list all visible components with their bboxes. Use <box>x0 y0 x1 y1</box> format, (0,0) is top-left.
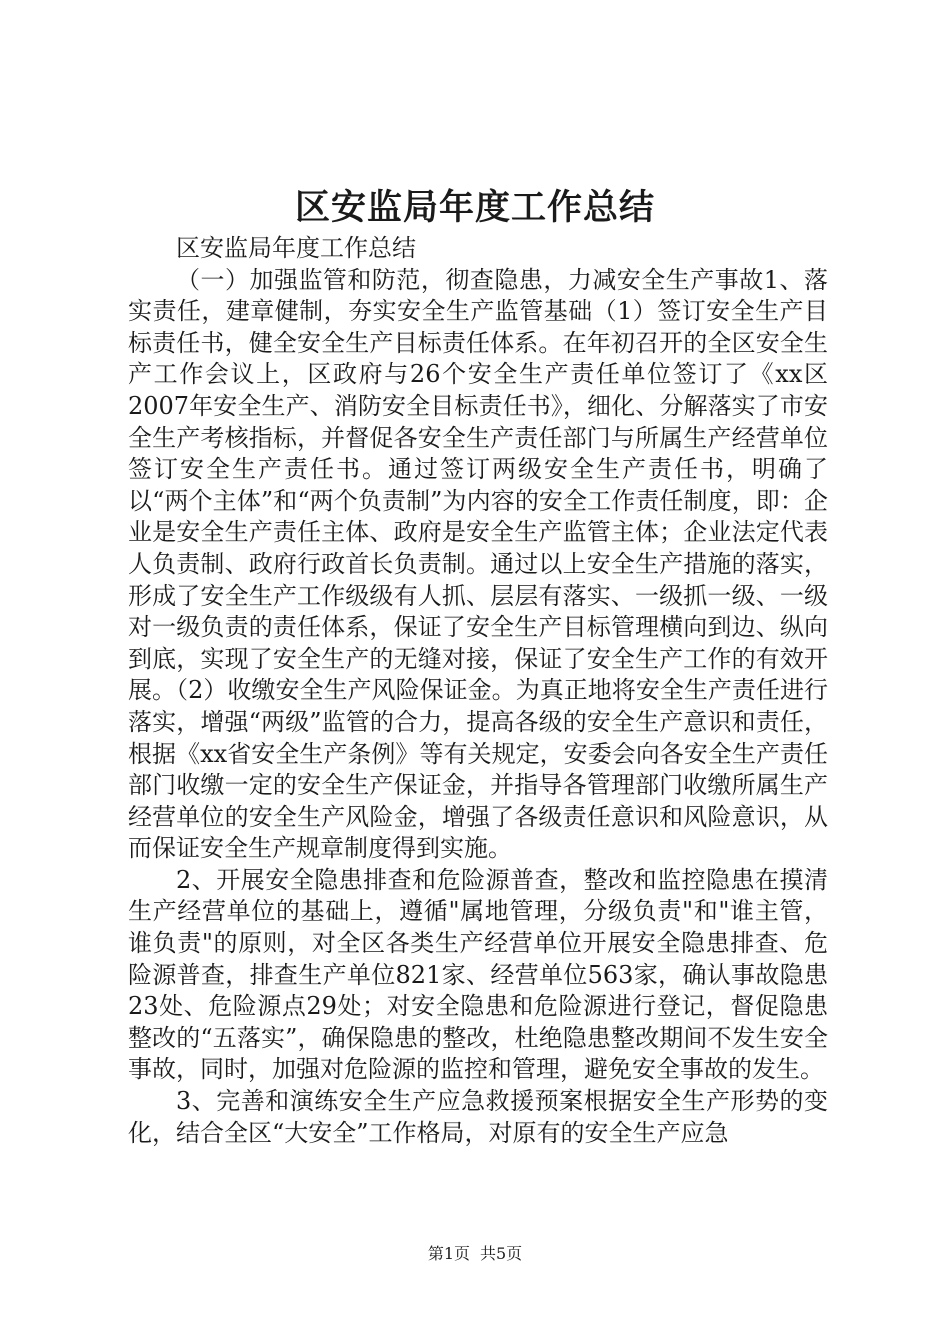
item-three-paragraph: 3、完善和演练安全生产应急救援预案根据安全生产形势的变化，结合全区“大安全”工作格局，对原有的安全生产应急 <box>128 1087 828 1147</box>
document-title: 区安监局年度工作总结 <box>294 187 655 228</box>
page-total: 共5页 <box>480 1244 523 1263</box>
section-one-paragraph: （一）加强监管和防范，彻查隐患，力减安全生产事故1、落实责任，建章健制，夯实安全生产监管基础（1）签订安全生产目标责任书，健全安全生产目标责任体系。在年初召开的全区安全生产工作会议上，区政府与26个安全生产责任单位签订了《xx区2007年安全生产、消防安全目标责任书》，细化、分解落实了市安全生产考核指标，并督促各安全生产责任部门与所属生产经营单位签订安全生产责任书。通过签订两级安全生产责任书，明确了以“两个主体”和“两个负责制”为内容的安全工作责任制度，即：企业是安全生产责任主体、政府是安全生产监管主体；企业法定代表人负责制、政府行政首长负责制。通过以上安全生产措施的落实，形成了安全生产工作级级有人抓、层层有落实、一级抓一级、一级对一级负责的责任体系，保证了安全生产目标管理横向到边、纵向到底，实现了安全生产的无缝对接，保证了安全生产工作的有效开展。（2）收缴安全生产风险保证金。为真正地将安全生产责任进行落实，增强“两级”监管的合力，提高各级的安全生产意识和责任，根据《xx省安全生产条例》等有关规定，安委会向各安全生产责任部门收缴一定的安全生产保证金，并指导各管理部门收缴所属生产经营单位的安全生产风险金，增强了各级责任意识和风险意识，从而保证安全生产规章制度得到实施。 <box>128 265 828 863</box>
page-footer <box>0 1244 950 1264</box>
page-number: 第1页 <box>427 1244 470 1263</box>
item-two-paragraph: 2、开展安全隐患排查和危险源普查，整改和监控隐患在摸清生产经营单位的基础上，遵循"属地管理，分级负责"和"谁主管，谁负责"的原则，对全区各类生产经营单位开展安全隐患排查、危险源普查，排查生产单位821家、经营单位563家，确认事故隐患23处、危险源点29处；对安全隐患和危险源进行登记，督促隐患整改的“五落实”，确保隐患的整改，杜绝隐患整改期间不发生安全事故，同时，加强对危险源的监控和管理，避免安全事故的发生。 <box>128 865 828 1084</box>
document-body <box>128 233 828 1149</box>
subtitle-paragraph: 区安监局年度工作总结 <box>176 234 416 262</box>
